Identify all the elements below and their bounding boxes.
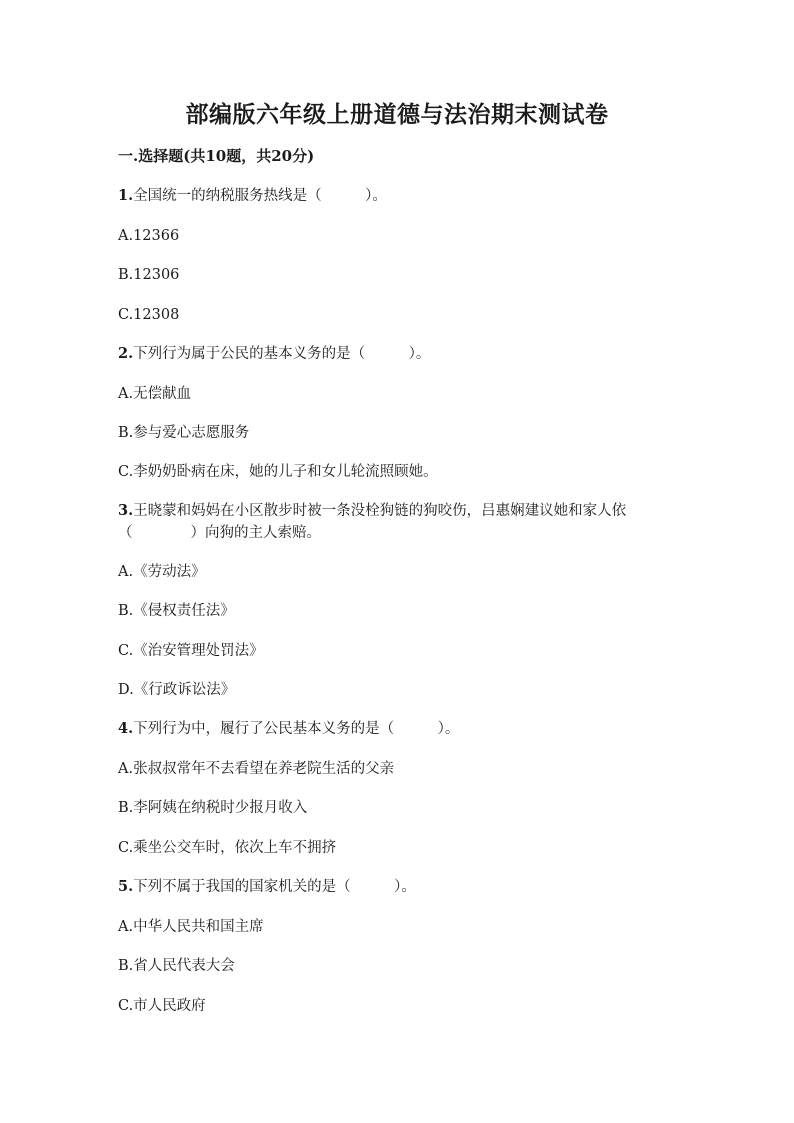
question-4 xyxy=(118,719,459,739)
question-text: 下列行为属于公民的基本义务的是（ ）。 xyxy=(133,346,431,362)
question-text: 下列不属于我国的国家机关的是（ ）。 xyxy=(133,879,416,895)
option-3b: B.《侵权责任法》 xyxy=(118,603,235,619)
question-2 xyxy=(118,344,430,364)
option-2a: A.无偿献血 xyxy=(118,386,192,402)
option-5c: C.市人民政府 xyxy=(118,998,206,1014)
question-3 xyxy=(118,500,678,544)
section-heading: 一.选择题(共10题，共20分) xyxy=(118,147,315,165)
question-5 xyxy=(118,877,416,897)
option-1c: C.12308 xyxy=(118,307,180,323)
question-number: 4. xyxy=(118,720,134,737)
option-3d: D.《行政诉讼法》 xyxy=(118,682,236,698)
question-text: 全国统一的纳税服务热线是（ ）。 xyxy=(133,188,387,204)
option-2c: C.李奶奶卧病在床，她的儿子和女儿轮流照顾她。 xyxy=(118,464,438,480)
page-title: 部编版六年级上册道德与法治期末测试卷 xyxy=(185,101,609,128)
option-3c: C.《治安管理处罚法》 xyxy=(118,643,264,659)
option-2b: B.参与爱心志愿服务 xyxy=(118,425,250,441)
question-number: 5. xyxy=(118,878,134,895)
question-number: 1. xyxy=(118,187,134,204)
question-number: 2. xyxy=(118,345,134,362)
option-1a: A.12366 xyxy=(118,228,180,244)
option-3a: A.《劳动法》 xyxy=(118,564,206,580)
option-5a: A.中华人民共和国主席 xyxy=(118,919,264,935)
option-4a: A.张叔叔常年不去看望在养老院生活的父亲 xyxy=(118,761,395,777)
option-4c: C.乘坐公交车时，依次上车不拥挤 xyxy=(118,840,337,856)
option-1b: B.12306 xyxy=(118,267,180,283)
option-4b: B.李阿姨在纳税时少报月收入 xyxy=(118,800,308,816)
question-text: 王晓蒙和妈妈在小区散步时被一条没栓狗链的狗咬伤，吕惠娴建议她和家人依（ ）向狗的主人索赔。 xyxy=(118,503,627,541)
question-1 xyxy=(118,186,387,206)
question-text: 下列行为中，履行了公民基本义务的是（ ）。 xyxy=(133,721,460,737)
option-5b: B.省人民代表大会 xyxy=(118,958,235,974)
question-number: 3. xyxy=(118,502,134,519)
